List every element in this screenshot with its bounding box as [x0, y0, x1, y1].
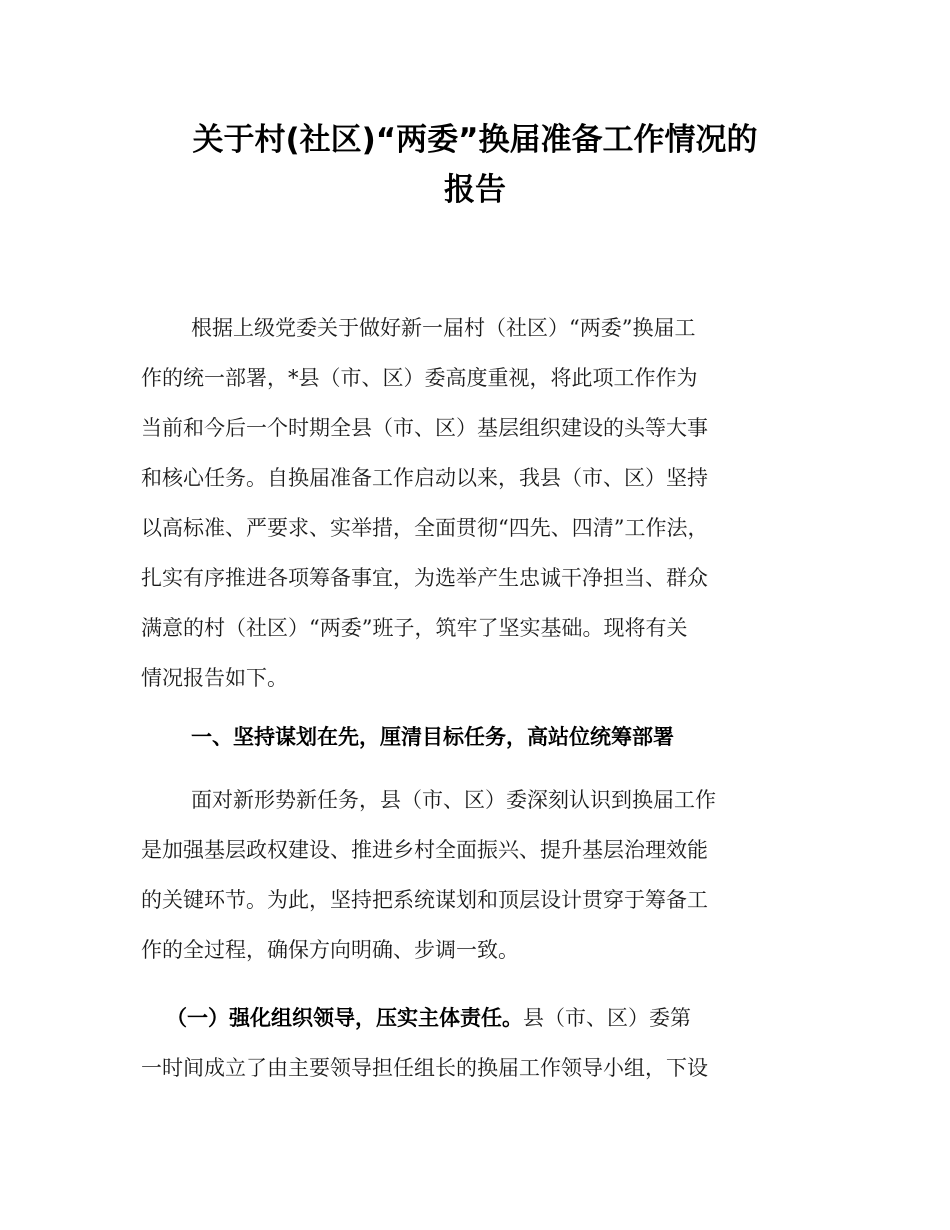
intro-line-7: 满意的村（社区）“两委”班子，筑牢了坚实基础。现将有关 — [141, 616, 688, 640]
intro-line-1: 根据上级党委关于做好新一届村（社区）“两委”换届工 — [191, 316, 696, 340]
subsection-1-first-rest: 县（市、区）委第 — [523, 1006, 691, 1030]
intro-line-8: 情况报告如下。 — [141, 666, 288, 690]
section-1-line-3: 的关键环节。为此，坚持把系统谋划和顶层设计贯穿于筹备工 — [141, 888, 708, 912]
document-title-line-1: 关于村(社区)“两委”换届准备工作情况的 — [192, 122, 758, 158]
subsection-1-line-1 — [166, 993, 866, 1043]
subsection-1-line-2: 一时间成立了由主要领导担任组长的换届工作领导小组，下设 — [141, 1056, 708, 1080]
intro-line-2: 作的统一部署，*县（市、区）委高度重视，将此项工作作为 — [141, 366, 698, 390]
section-1-heading: 一、坚持谋划在先，厘清目标任务，高站位统筹部署 — [191, 725, 674, 749]
document-title-line-2: 报告 — [444, 172, 506, 208]
section-1-line-4: 作的全过程，确保方向明确、步调一致。 — [141, 938, 519, 962]
intro-line-6: 扎实有序推进各项筹备事宜，为选举产生忠诚干净担当、群众 — [141, 566, 708, 590]
intro-line-5: 以高标准、严要求、实举措，全面贯彻“四先、四清”工作法， — [141, 516, 709, 540]
section-1-line-2: 是加强基层政权建设、推进乡村全面振兴、提升基层治理效能 — [141, 838, 708, 862]
section-1-line-1: 面对新形势新任务，县（市、区）委深刻认识到换届工作 — [191, 788, 716, 812]
intro-line-3: 当前和今后一个时期全县（市、区）基层组织建设的头等大事 — [141, 416, 708, 440]
subsection-1-lead: （一）强化组织领导，压实主体责任。 — [166, 1006, 523, 1030]
intro-line-4: 和核心任务。自换届准备工作启动以来，我县（市、区）坚持 — [141, 466, 708, 490]
